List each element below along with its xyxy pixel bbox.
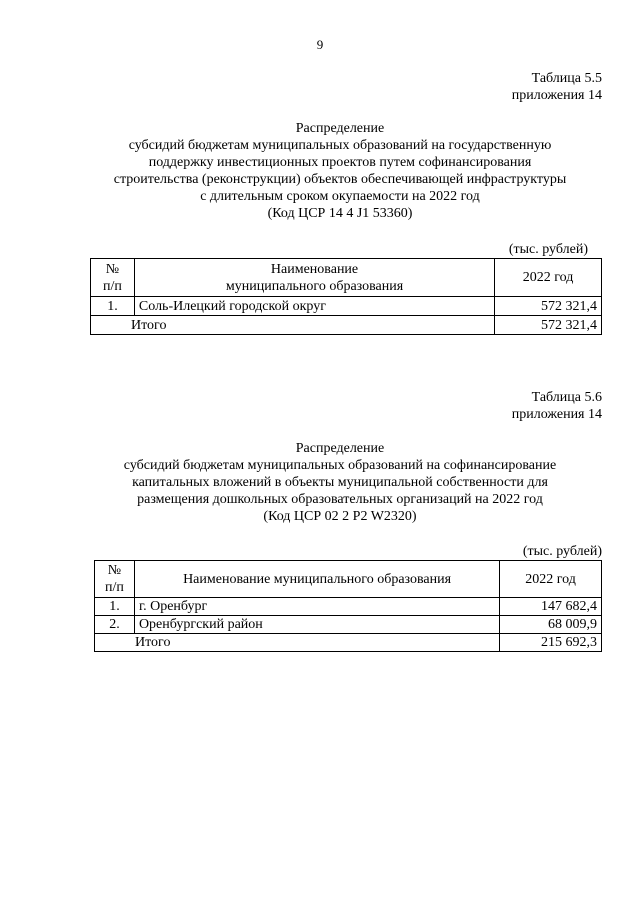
table2-heading: Распределение: [295, 441, 385, 456]
table1-total-row: [91, 316, 602, 335]
table1-appendix: приложения 14: [511, 88, 602, 103]
table1-title-line: субсидий бюджетам муниципальных образований на государственную: [128, 138, 552, 153]
table2-title-line: субсидий бюджетам муниципальных образований на софинансирование: [123, 458, 557, 473]
total-label: Итого: [91, 316, 495, 335]
row-num: 2.: [95, 616, 135, 634]
table1-header-name: [134, 259, 494, 297]
header-name-line: Наименование: [270, 261, 359, 277]
table2-appendix: приложения 14: [511, 407, 602, 422]
header-num-line: №: [107, 563, 122, 578]
table1-title-line: строительства (реконструкции) объектов обеспечивающей инфраструктуры: [113, 172, 567, 187]
total-value: 572 321,4: [495, 316, 602, 335]
table2-title: [40, 440, 640, 525]
row-value: 147 682,4: [500, 598, 602, 616]
row-value: 572 321,4: [495, 297, 602, 316]
table1-label: Таблица 5.5: [531, 71, 602, 86]
table1-title-line: (Код ЦСР 14 4 J1 53360): [267, 206, 413, 221]
table2-units: (тыс. рублей): [522, 544, 602, 559]
table2-header-year: 2022 год: [500, 561, 602, 598]
row-value: 68 009,9: [500, 616, 602, 634]
table-row: [91, 297, 602, 316]
header-num-line: п/п: [103, 278, 122, 294]
table1: [90, 258, 602, 335]
table2-total-row: [95, 634, 602, 652]
table2-header-row: [95, 561, 602, 598]
row-name: Оренбургский район: [134, 616, 499, 634]
table2-header-num: [95, 561, 135, 598]
table1-title-line: с длительным сроком окупаемости на 2022 год: [200, 189, 480, 204]
table1-units: (тыс. рублей): [508, 242, 588, 257]
table-row: [95, 598, 602, 616]
table2-title-line: (Код ЦСР 02 2 P2 W2320): [263, 509, 417, 524]
table2: [94, 560, 602, 652]
total-label: Итого: [95, 634, 500, 652]
row-name: Соль-Илецкий городской округ: [134, 297, 494, 316]
table1-title-line: поддержку инвестиционных проектов путем софинансирования: [148, 155, 532, 170]
row-num: 1.: [95, 598, 135, 616]
table1-header-row: [91, 259, 602, 297]
table2-header-name: Наименование муниципального образования: [134, 561, 499, 598]
table1-header-year: 2022 год: [495, 259, 602, 297]
table-row: [95, 616, 602, 634]
table2-title-line: капитальных вложений в объекты муниципальной собственности для: [132, 475, 548, 490]
table1-caption: [512, 70, 602, 104]
table2-caption: [512, 389, 602, 423]
total-value: 215 692,3: [500, 634, 602, 652]
header-num-line: п/п: [105, 580, 124, 595]
row-num: 1.: [91, 297, 135, 316]
table2-title-line: размещения дошкольных образовательных организаций на 2022 год: [137, 492, 543, 507]
table1-header-num: [91, 259, 135, 297]
table1-heading: Распределение: [295, 121, 385, 136]
row-name: г. Оренбург: [134, 598, 499, 616]
table2-label: Таблица 5.6: [531, 390, 602, 405]
header-num-line: №: [105, 261, 120, 277]
table1-title: [40, 120, 640, 222]
header-name-line: муниципального образования: [225, 278, 404, 294]
page-number: 9: [316, 37, 324, 52]
